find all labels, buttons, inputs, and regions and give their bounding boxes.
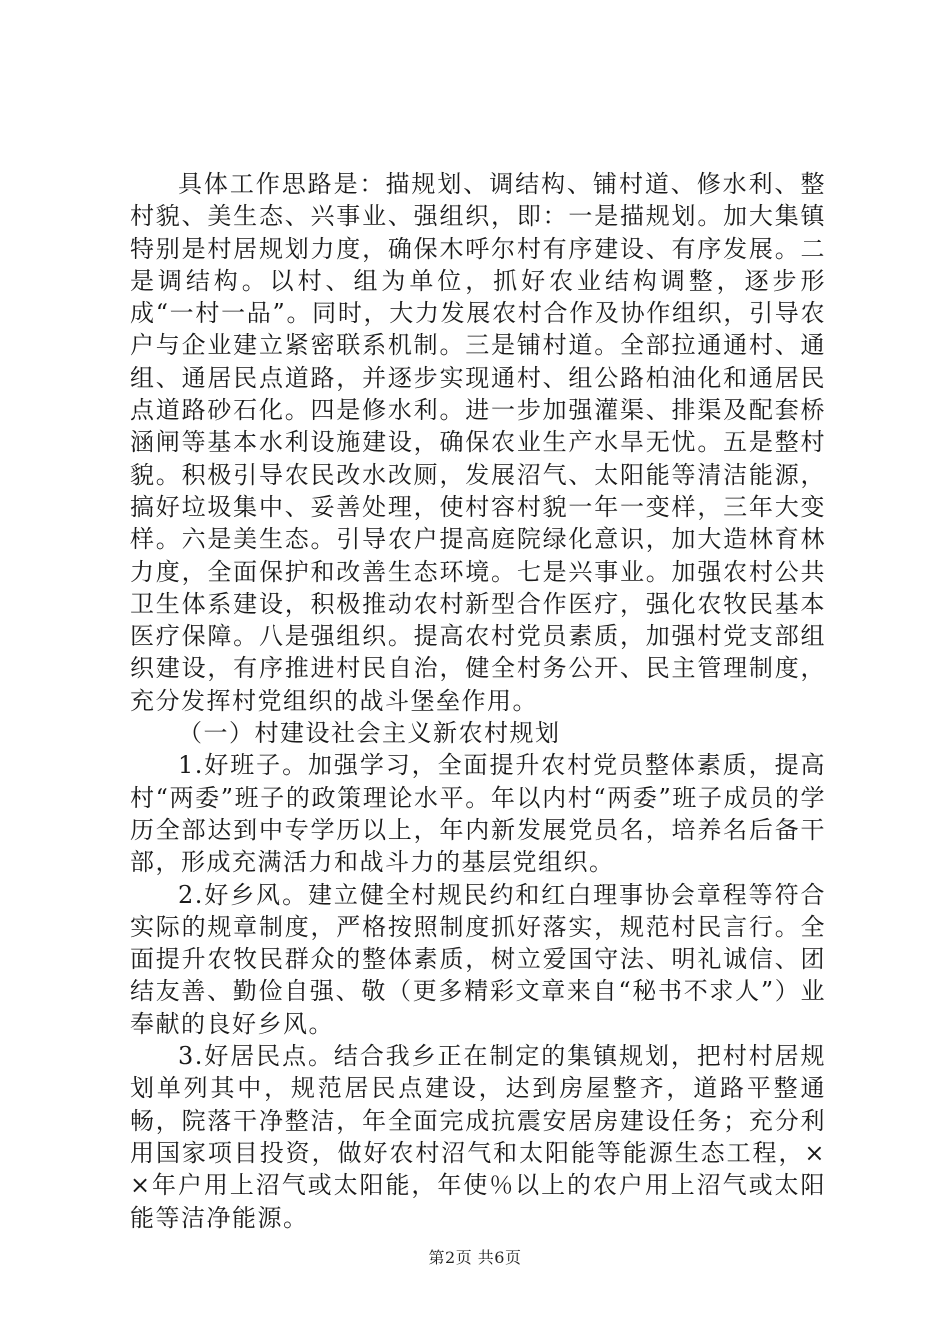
paragraph-work-ideas: 具体工作思路是：描规划、调结构、铺村道、修水利、整村貌、美生态、兴事业、强组织，即：一是描规划。加大集镇特别是村居规划力度，确保木呼尔村有序建设、有序发展。二是调结构。以村、组为单位，抓好农业结构调整，逐步形成“一村一品”。同时，大力发展农村合作及协作组织，引导农户与企业建立紧密联系机制。三是铺村道。全部拉通通村、通组、通居民点道路，并逐步实现通村、组公路柏油化和通居民点道路砂石化。四是修水利。进一步加强灌渠、排渠及配套桥涵闸等基本水利设施建设，确保农业生产水旱无忧。五是整村貌。积极引导农民改水改厕，发展沼气、太阳能等清洁能源，搞好垃圾集中、妥善处理，使村容村貌一年一变样，三年大变样。六是美生态。引导农户提高庭院绿化意识，加大造林育林力度，全面保护和改善生态环境。七是兴事业。加强农村公共卫生体系建设，积极推动农村新型合作医疗，强化农牧民基本医疗保障。八是强组织。提高农村党员素质，加强村党支部组织建设，有序推进村民自治，健全村务公开、民主管理制度，充分发挥村党组织的战斗堡垒作用。 [130, 170, 826, 715]
section-heading: （一）村建设社会主义新农村规划 [178, 719, 561, 748]
document-body [130, 168, 826, 1234]
paragraph-residential-areas: 3.好居民点。结合我乡正在制定的集镇规划，把村村居规划单列其中，规范居民点建设，达到房屋整齐，道路平整通畅，院落干净整洁，年全面完成抗震安居房建设任务；充分利用国家项目投资，做好农村沼气和太阳能等能源生态工程，××年户用上沼气或太阳能，年使％以上的农户用上沼气或太阳能等洁净能源。 [130, 1042, 826, 1232]
page-footer: 第2页 共6页 [428, 1248, 522, 1267]
paragraph-village-customs: 2.好乡风。建立健全村规民约和红白理事协会章程等符合实际的规章制度，严格按照制度抓好落实，规范村民言行。全面提升农牧民群众的整体素质，树立爱国守法、明礼诚信、团结友善、勤俭自强、敬（更多精彩文章来自“秘书不求人”）业奉献的良好乡风。 [130, 880, 826, 1038]
paragraph-leadership: 1.好班子。加强学习，全面提升农村党员整体素质，提高村“两委”班子的政策理论水平。年以内村“两委”班子成员的学历全部达到中专学历以上，年内新发展党员名，培养名后备干部，形成充满活力和战斗力的基层党组织。 [130, 751, 826, 877]
